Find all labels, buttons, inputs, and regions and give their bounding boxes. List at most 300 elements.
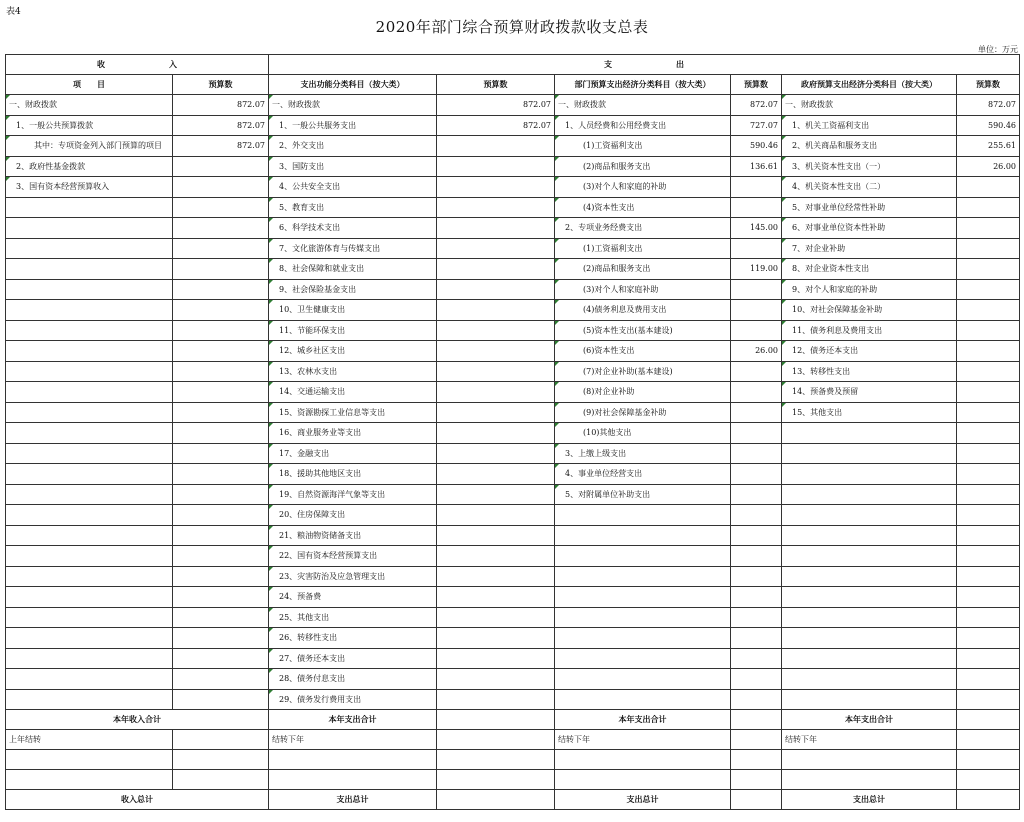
dept-budget-cell: 26.00	[731, 341, 782, 362]
table-row	[6, 546, 1020, 567]
func-budget-cell	[437, 484, 555, 505]
income-budget-cell	[173, 177, 269, 198]
table-cell	[269, 770, 437, 790]
income-budget-cell: 872.07	[173, 115, 269, 136]
gov-econ-cell	[782, 464, 957, 485]
income-budget-cell	[173, 566, 269, 587]
table-row	[6, 177, 1020, 198]
income-budget-cell	[173, 300, 269, 321]
gov-econ-cell	[782, 628, 957, 649]
dept-budget-cell	[731, 525, 782, 546]
dept-budget-cell	[731, 669, 782, 690]
gov-budget-cell	[957, 587, 1020, 608]
gov-budget-cell: 872.07	[957, 95, 1020, 116]
table-cell	[437, 730, 555, 750]
func-class-cell: 19、自然资源海洋气象等支出	[269, 484, 437, 505]
gov-econ-cell	[782, 587, 957, 608]
func-budget-cell	[437, 341, 555, 362]
table-cell	[437, 790, 555, 810]
func-budget-cell	[437, 669, 555, 690]
gov-budget-cell	[957, 320, 1020, 341]
func-budget-cell	[437, 464, 555, 485]
expense-grand-total-label: 支出总计	[782, 790, 957, 810]
table-cell	[555, 750, 731, 770]
table-cell	[173, 730, 269, 750]
table-cell	[6, 770, 173, 790]
gov-econ-cell: 15、其他支出	[782, 402, 957, 423]
gov-budget-cell	[957, 669, 1020, 690]
income-budget-cell	[173, 628, 269, 649]
gov-econ-cell: 9、对个人和家庭的补助	[782, 279, 957, 300]
table-row	[6, 341, 1020, 362]
func-budget-cell	[437, 156, 555, 177]
gov-budget-cell	[957, 443, 1020, 464]
table-row	[6, 279, 1020, 300]
func-class-cell: 一、财政拨款	[269, 95, 437, 116]
func-budget-cell	[437, 402, 555, 423]
func-class-cell: 16、商业服务业等支出	[269, 423, 437, 444]
dept-budget-cell: 590.46	[731, 136, 782, 157]
func-budget-cell: 872.07	[437, 115, 555, 136]
gov-budget-cell	[957, 341, 1020, 362]
income-budget-cell	[173, 443, 269, 464]
dept-econ-cell: (2)商品和服务支出	[555, 259, 731, 280]
income-item-cell	[6, 300, 173, 321]
func-class-cell: 25、其他支出	[269, 607, 437, 628]
income-budget-cell	[173, 402, 269, 423]
dept-econ-cell: (10)其他支出	[555, 423, 731, 444]
func-budget-cell	[437, 177, 555, 198]
func-class-cell: 9、社会保险基金支出	[269, 279, 437, 300]
dept-budget-cell	[731, 607, 782, 628]
income-budget-cell	[173, 279, 269, 300]
budget-table	[5, 54, 1020, 810]
dept-econ-cell: (9)对社会保障基金补助	[555, 402, 731, 423]
gov-econ-cell: 8、对企业资本性支出	[782, 259, 957, 280]
dept-budget-cell	[731, 689, 782, 710]
dept-econ-cell	[555, 587, 731, 608]
table-cell	[437, 750, 555, 770]
dept-budget-cell	[731, 382, 782, 403]
table-row	[6, 525, 1020, 546]
func-budget-cell	[437, 566, 555, 587]
func-budget-cell	[437, 689, 555, 710]
gov-econ-cell: 12、债务还本支出	[782, 341, 957, 362]
func-class-cell: 29、债务发行费用支出	[269, 689, 437, 710]
gov-budget-cell	[957, 648, 1020, 669]
dept-budget-cell	[731, 443, 782, 464]
func-class-cell: 22、国有资本经营预算支出	[269, 546, 437, 567]
dept-budget-cell	[731, 464, 782, 485]
gov-budget-cell	[957, 402, 1020, 423]
table-cell	[957, 790, 1020, 810]
income-item-cell: 3、国有资本经营预算收入	[6, 177, 173, 198]
sheet-tag: 表4	[6, 7, 21, 17]
income-item-cell	[6, 402, 173, 423]
func-budget-cell	[437, 628, 555, 649]
col-budget-header: 预算数	[957, 75, 1020, 95]
income-item-cell	[6, 218, 173, 239]
func-budget-cell	[437, 443, 555, 464]
table-row	[6, 238, 1020, 259]
func-budget-cell	[437, 238, 555, 259]
col-budget-header: 预算数	[173, 75, 269, 95]
table-row	[6, 402, 1020, 423]
dept-econ-cell	[555, 648, 731, 669]
func-budget-cell	[437, 136, 555, 157]
dept-budget-cell	[731, 361, 782, 382]
income-budget-cell	[173, 382, 269, 403]
income-budget-cell	[173, 669, 269, 690]
gov-budget-cell	[957, 628, 1020, 649]
table-row	[6, 156, 1020, 177]
income-item-cell	[6, 464, 173, 485]
func-budget-cell	[437, 382, 555, 403]
table-cell	[957, 770, 1020, 790]
table-row	[6, 689, 1020, 710]
gov-econ-cell: 一、财政拨款	[782, 95, 957, 116]
income-budget-cell	[173, 505, 269, 526]
income-budget-cell	[173, 648, 269, 669]
income-item-cell	[6, 607, 173, 628]
gov-budget-cell	[957, 464, 1020, 485]
table-cell	[957, 730, 1020, 750]
table-cell	[173, 750, 269, 770]
gov-econ-cell	[782, 546, 957, 567]
gov-econ-cell: 11、债务利息及费用支出	[782, 320, 957, 341]
table-cell	[782, 750, 957, 770]
dept-econ-cell: 3、上缴上级支出	[555, 443, 731, 464]
expense-total-label: 本年支出合计	[782, 710, 957, 730]
dept-budget-cell: 145.00	[731, 218, 782, 239]
gov-econ-cell: 7、对企业补助	[782, 238, 957, 259]
gov-econ-cell: 4、机关资本性支出（二）	[782, 177, 957, 198]
table-row	[6, 607, 1020, 628]
income-item-cell	[6, 505, 173, 526]
table-row	[6, 197, 1020, 218]
income-budget-cell	[173, 259, 269, 280]
carry-out-label: 结转下年	[782, 730, 957, 750]
dept-econ-cell: (5)资本性支出(基本建设)	[555, 320, 731, 341]
gov-budget-cell	[957, 689, 1020, 710]
gov-budget-cell	[957, 259, 1020, 280]
table-cell	[173, 770, 269, 790]
col-dept-econ-header: 部门预算支出经济分类科目（按大类）	[555, 75, 731, 95]
income-item-cell	[6, 259, 173, 280]
dept-econ-cell	[555, 546, 731, 567]
table-row	[6, 505, 1020, 526]
gov-econ-cell	[782, 505, 957, 526]
table-row	[6, 136, 1020, 157]
gov-budget-cell	[957, 566, 1020, 587]
func-class-cell: 8、社会保障和就业支出	[269, 259, 437, 280]
income-item-cell	[6, 197, 173, 218]
income-item-cell	[6, 566, 173, 587]
gov-budget-cell: 590.46	[957, 115, 1020, 136]
income-budget-cell	[173, 341, 269, 362]
income-budget-cell	[173, 546, 269, 567]
income-item-cell: 1、一般公共预算拨款	[6, 115, 173, 136]
income-budget-cell	[173, 423, 269, 444]
dept-budget-cell	[731, 279, 782, 300]
table-row	[6, 464, 1020, 485]
table-row	[6, 320, 1020, 341]
dept-econ-cell	[555, 669, 731, 690]
func-class-cell: 14、交通运输支出	[269, 382, 437, 403]
carry-out-label: 结转下年	[269, 730, 437, 750]
income-item-cell	[6, 320, 173, 341]
income-budget-cell	[173, 484, 269, 505]
dept-budget-cell	[731, 505, 782, 526]
gov-econ-cell: 14、预备费及预留	[782, 382, 957, 403]
table-row	[6, 423, 1020, 444]
func-budget-cell	[437, 361, 555, 382]
blank-row	[6, 770, 1020, 790]
col-budget-header: 预算数	[437, 75, 555, 95]
table-row	[6, 628, 1020, 649]
table-row	[6, 361, 1020, 382]
expense-group-header: 支 出	[269, 55, 1020, 75]
gov-budget-cell	[957, 197, 1020, 218]
income-item-cell	[6, 423, 173, 444]
income-item-cell: 一、财政拨款	[6, 95, 173, 116]
table-row	[6, 648, 1020, 669]
carry-row	[6, 730, 1020, 750]
income-item-cell: 2、政府性基金拨款	[6, 156, 173, 177]
table-cell	[437, 770, 555, 790]
income-budget-cell	[173, 607, 269, 628]
income-item-cell	[6, 279, 173, 300]
dept-econ-cell: 1、人员经费和公用经费支出	[555, 115, 731, 136]
func-class-cell: 7、文化旅游体育与传媒支出	[269, 238, 437, 259]
carry-in-label: 上年结转	[6, 730, 173, 750]
expense-grand-total-label: 支出总计	[555, 790, 731, 810]
dept-budget-cell	[731, 423, 782, 444]
func-budget-cell	[437, 279, 555, 300]
func-class-cell: 4、公共安全支出	[269, 177, 437, 198]
col-func-class-header: 支出功能分类科目（按大类）	[269, 75, 437, 95]
income-budget-cell: 872.07	[173, 136, 269, 157]
dept-budget-cell	[731, 648, 782, 669]
income-budget-cell	[173, 197, 269, 218]
gov-econ-cell	[782, 443, 957, 464]
func-class-cell: 2、外交支出	[269, 136, 437, 157]
func-budget-cell	[437, 218, 555, 239]
dept-budget-cell: 727.07	[731, 115, 782, 136]
dept-budget-cell	[731, 320, 782, 341]
func-class-cell: 27、债务还本支出	[269, 648, 437, 669]
gov-budget-cell	[957, 505, 1020, 526]
func-budget-cell: 872.07	[437, 95, 555, 116]
income-budget-cell	[173, 238, 269, 259]
func-class-cell: 17、金融支出	[269, 443, 437, 464]
income-budget-cell	[173, 320, 269, 341]
func-class-cell: 5、教育支出	[269, 197, 437, 218]
func-class-cell: 23、灾害防治及应急管理支出	[269, 566, 437, 587]
col-budget-header: 预算数	[731, 75, 782, 95]
table-row	[6, 669, 1020, 690]
dept-econ-cell	[555, 566, 731, 587]
table-row	[6, 115, 1020, 136]
dept-budget-cell	[731, 238, 782, 259]
dept-budget-cell: 136.61	[731, 156, 782, 177]
income-budget-cell	[173, 525, 269, 546]
dept-budget-cell	[731, 546, 782, 567]
func-budget-cell	[437, 320, 555, 341]
table-row	[6, 382, 1020, 403]
table-row	[6, 300, 1020, 321]
table-cell	[6, 750, 173, 770]
gov-econ-cell: 1、机关工资福利支出	[782, 115, 957, 136]
dept-budget-cell	[731, 300, 782, 321]
income-total-label: 本年收入合计	[6, 710, 269, 730]
gov-econ-cell	[782, 566, 957, 587]
dept-budget-cell	[731, 566, 782, 587]
income-budget-cell	[173, 156, 269, 177]
gov-econ-cell	[782, 689, 957, 710]
func-budget-cell	[437, 423, 555, 444]
func-class-cell: 12、城乡社区支出	[269, 341, 437, 362]
column-header-row	[6, 75, 1020, 95]
gov-budget-cell	[957, 546, 1020, 567]
income-group-header: 收 入	[6, 55, 269, 75]
dept-budget-cell	[731, 484, 782, 505]
func-budget-cell	[437, 587, 555, 608]
table-row	[6, 566, 1020, 587]
gov-budget-cell	[957, 484, 1020, 505]
table-cell	[555, 770, 731, 790]
group-header-row	[6, 55, 1020, 75]
income-item-cell	[6, 525, 173, 546]
dept-econ-cell: (3)对个人和家庭补助	[555, 279, 731, 300]
gov-budget-cell	[957, 361, 1020, 382]
gov-budget-cell	[957, 218, 1020, 239]
gov-econ-cell: 5、对事业单位经常性补助	[782, 197, 957, 218]
gov-budget-cell	[957, 423, 1020, 444]
func-budget-cell	[437, 197, 555, 218]
dept-econ-cell: (3)对个人和家庭的补助	[555, 177, 731, 198]
dept-econ-cell	[555, 689, 731, 710]
income-budget-cell	[173, 689, 269, 710]
income-item-cell	[6, 628, 173, 649]
income-item-cell	[6, 648, 173, 669]
table-cell	[731, 790, 782, 810]
func-budget-cell	[437, 300, 555, 321]
table-cell	[731, 710, 782, 730]
func-class-cell: 18、援助其他地区支出	[269, 464, 437, 485]
blank-row	[6, 750, 1020, 770]
gov-econ-cell: 2、机关商品和服务支出	[782, 136, 957, 157]
dept-econ-cell: (1)工资福利支出	[555, 136, 731, 157]
func-class-cell: 11、节能环保支出	[269, 320, 437, 341]
dept-econ-cell: (6)资本性支出	[555, 341, 731, 362]
table-row	[6, 443, 1020, 464]
income-budget-cell	[173, 464, 269, 485]
gov-budget-cell: 26.00	[957, 156, 1020, 177]
income-item-cell	[6, 689, 173, 710]
gov-econ-cell: 10、对社会保障基金补助	[782, 300, 957, 321]
func-class-cell: 28、债务付息支出	[269, 669, 437, 690]
gov-econ-cell	[782, 423, 957, 444]
dept-econ-cell: (1)工资福利支出	[555, 238, 731, 259]
func-class-cell: 6、科学技术支出	[269, 218, 437, 239]
income-budget-cell: 872.07	[173, 95, 269, 116]
income-grand-total-label: 收入总计	[6, 790, 269, 810]
func-budget-cell	[437, 259, 555, 280]
func-class-cell: 20、住房保障支出	[269, 505, 437, 526]
func-budget-cell	[437, 505, 555, 526]
func-class-cell: 21、粮油物资储备支出	[269, 525, 437, 546]
func-class-cell: 26、转移性支出	[269, 628, 437, 649]
table-row	[6, 218, 1020, 239]
func-budget-cell	[437, 546, 555, 567]
table-row	[6, 484, 1020, 505]
dept-econ-cell: 2、专项业务经费支出	[555, 218, 731, 239]
gov-budget-cell	[957, 238, 1020, 259]
col-gov-econ-header: 政府预算支出经济分类科目（按大类）	[782, 75, 957, 95]
dept-budget-cell	[731, 197, 782, 218]
gov-budget-cell	[957, 607, 1020, 628]
dept-budget-cell: 119.00	[731, 259, 782, 280]
gov-budget-cell	[957, 382, 1020, 403]
func-class-cell: 15、资源勘探工业信息等支出	[269, 402, 437, 423]
income-budget-cell	[173, 361, 269, 382]
income-item-cell	[6, 443, 173, 464]
gov-econ-cell: 6、对事业单位资本性补助	[782, 218, 957, 239]
dept-budget-cell	[731, 587, 782, 608]
gov-budget-cell	[957, 177, 1020, 198]
dept-econ-cell: (8)对企业补助	[555, 382, 731, 403]
gov-econ-cell	[782, 484, 957, 505]
income-item-cell	[6, 587, 173, 608]
dept-econ-cell	[555, 525, 731, 546]
table-cell	[957, 710, 1020, 730]
dept-econ-cell	[555, 628, 731, 649]
gov-econ-cell	[782, 525, 957, 546]
page-title: 2020年部门综合预算财政拨款收支总表	[375, 18, 649, 36]
table-cell	[731, 730, 782, 750]
gov-budget-cell	[957, 279, 1020, 300]
dept-econ-cell: (4)债务利息及费用支出	[555, 300, 731, 321]
dept-econ-cell: 4、事业单位经营支出	[555, 464, 731, 485]
income-budget-cell	[173, 587, 269, 608]
grand-total-row	[6, 790, 1020, 810]
gov-econ-cell	[782, 669, 957, 690]
income-item-cell	[6, 546, 173, 567]
dept-econ-cell: (4)资本性支出	[555, 197, 731, 218]
table-cell	[269, 750, 437, 770]
expense-total-label: 本年支出合计	[555, 710, 731, 730]
income-item-cell	[6, 382, 173, 403]
func-budget-cell	[437, 525, 555, 546]
dept-econ-cell	[555, 505, 731, 526]
gov-econ-cell: 3、机关资本性支出（一）	[782, 156, 957, 177]
income-item-cell: 其中：专项资金列入部门预算的项目	[6, 136, 173, 157]
table-row	[6, 587, 1020, 608]
table-row	[6, 95, 1020, 116]
table-row	[6, 259, 1020, 280]
dept-budget-cell: 872.07	[731, 95, 782, 116]
income-item-cell	[6, 669, 173, 690]
dept-econ-cell: 5、对附属单位补助支出	[555, 484, 731, 505]
func-budget-cell	[437, 607, 555, 628]
func-budget-cell	[437, 648, 555, 669]
income-item-cell	[6, 238, 173, 259]
dept-budget-cell	[731, 628, 782, 649]
dept-budget-cell	[731, 177, 782, 198]
gov-budget-cell	[957, 300, 1020, 321]
carry-out-label: 结转下年	[555, 730, 731, 750]
